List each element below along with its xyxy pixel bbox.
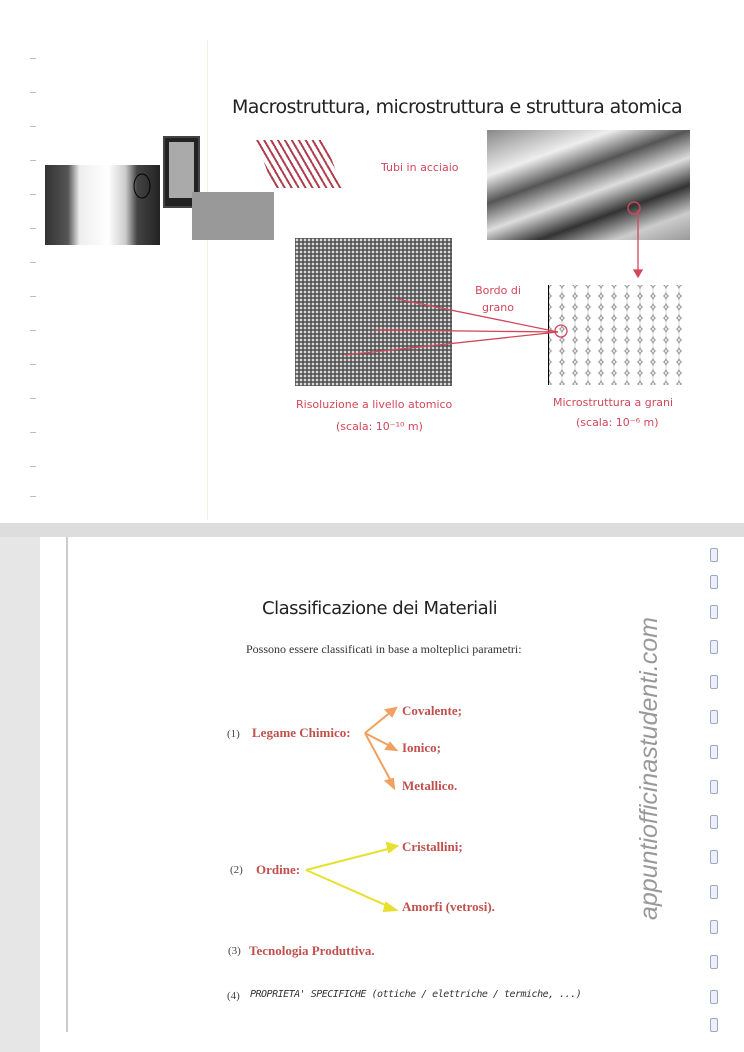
item-number: (1) [227, 728, 240, 740]
child-amorfi: Amorfi (vetrosi). [402, 899, 495, 914]
child-cristallini: Cristallini; [402, 839, 463, 854]
tubes-label: Tubi in acciaio [381, 161, 459, 174]
micro-label: Microstruttura a grani [553, 396, 674, 409]
item-proprieta-specifiche-handwritten: PROPRIETA' SPECIFICHE (ottiche / elettriche / termiche, ...) [250, 989, 582, 1000]
item-ordine: Ordine: [256, 862, 301, 877]
item-tecnologia-produttiva: Tecnologia Produttiva. [249, 943, 375, 958]
watermark: appuntiofficinastudenti.com [635, 617, 663, 920]
slide2-title: Classificazione dei Materiali [262, 598, 498, 619]
child-covalente: Covalente; [402, 703, 462, 718]
atomic-label: Risoluzione a livello atomico [296, 398, 453, 411]
item-number: (4) [227, 990, 240, 1002]
grain-boundary-label: Bordo di grano [475, 284, 521, 314]
child-ionico: Ionico; [402, 740, 441, 755]
slide2-subtitle: Possono essere classificati in base a molteplici parametri: [246, 642, 522, 656]
item-legame-chimico: Legame Chimico: [252, 725, 351, 740]
slide1-title: Macrostruttura, microstruttura e struttura atomica [232, 96, 683, 118]
atomic-scale: (scala: 10⁻¹⁰ m) [336, 420, 423, 433]
child-metallico: Metallico. [402, 778, 458, 793]
item-number: (3) [228, 945, 241, 957]
micro-scale: (scala: 10⁻⁶ m) [576, 416, 659, 429]
item-number: (2) [230, 864, 243, 876]
